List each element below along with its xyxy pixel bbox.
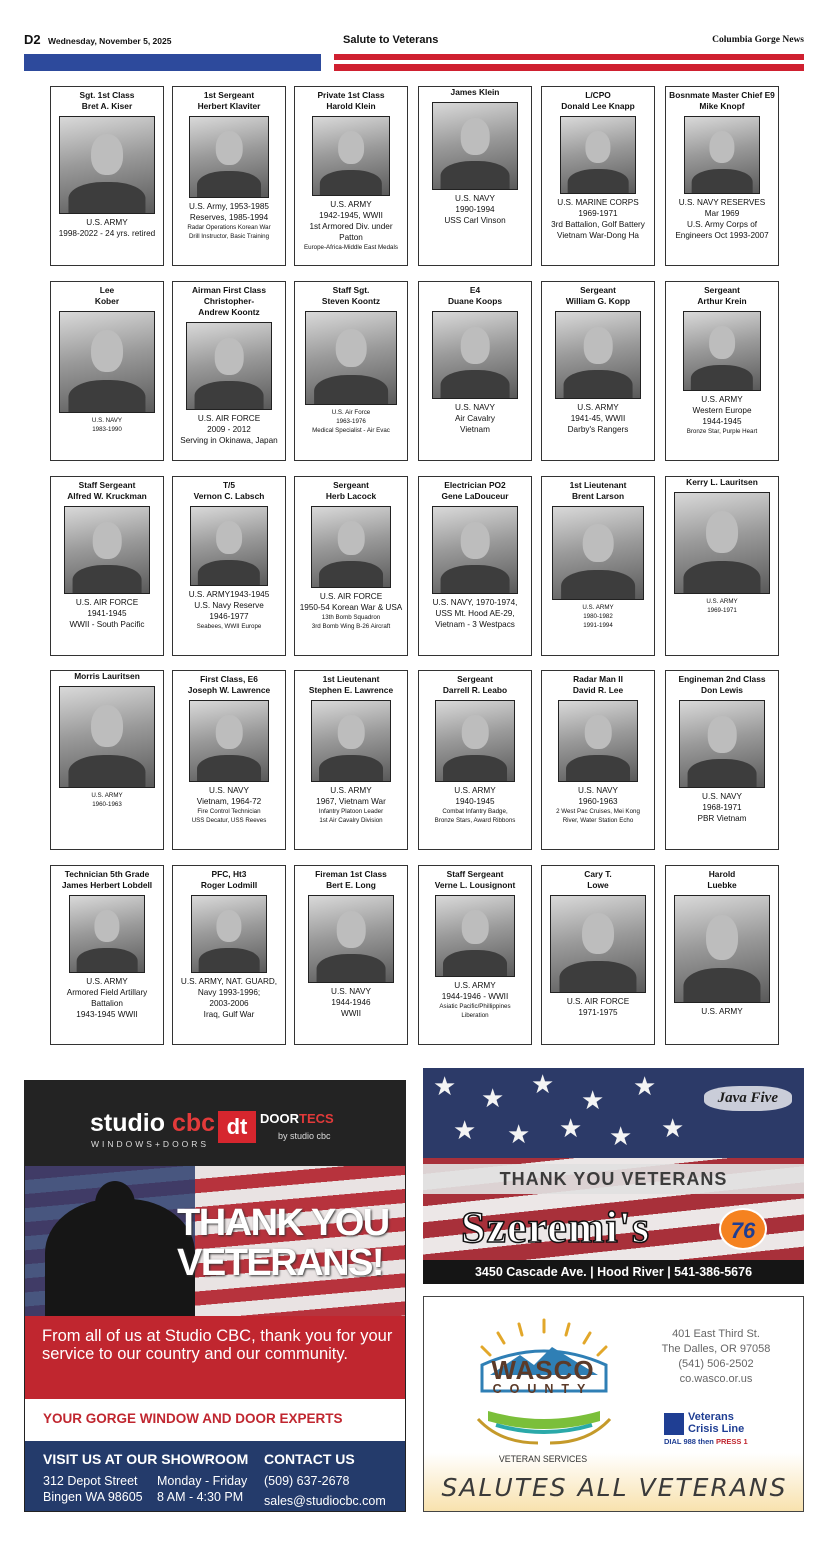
service-note: 1960-1963 [92,801,122,808]
header-red-stripe [334,54,804,60]
veteran-name: David R. Lee [572,685,624,695]
service-line: Vietnam War-Dong Ha [557,231,639,240]
service-line: U.S. NAVY [331,987,371,996]
service-line: U.S. NAVY [455,194,495,203]
service-line: Mar 1969 [704,209,740,218]
veteran-portrait-photo [552,506,644,600]
service-line: 1971-1975 [578,1008,618,1017]
salute-slogan: SALUTES ALL VETERANS [441,1473,788,1502]
veteran-portrait-photo [311,700,391,782]
service-line: U.S. Army Corps of [686,220,758,229]
veteran-rank: Sergeant [580,285,616,295]
service-note: Europe-Africa-Middle East Medals [304,244,398,251]
service-details [542,785,654,825]
veteran-rank: Lee [99,285,115,295]
veteran-rank: 1st Sergeant [203,90,255,100]
veteran-portrait-photo [679,700,765,788]
service-details [51,416,163,434]
veteran-name: Kerry L. Lauritsen [686,477,758,487]
veteran-card [294,476,408,656]
veteran-portrait-photo [555,311,641,399]
service-line: 2003-2006 [209,999,249,1008]
business-address: 3450 Cascade Ave. | Hood River | 541-386-5676 [423,1260,804,1284]
service-note: 1963-1976 [336,418,366,425]
veteran-name: Don Lewis [701,685,743,695]
veteran-name: Arthur Krein [697,296,747,306]
wasco-wordmark: WASCO [491,1355,595,1385]
service-note: Drill Instructor, Basic Training [188,233,270,240]
veteran-portrait-photo [308,895,394,983]
contact-phone: (509) 637-2678 [264,1474,350,1488]
service-details [542,197,654,241]
veteran-rank: L/CPO [585,90,611,100]
service-details [51,976,163,1020]
service-line: U.S. Army, 1953-1985 [189,202,269,211]
veteran-card [541,476,655,656]
service-line: U.S. ARMY [701,395,743,404]
veteran-card [294,865,408,1045]
hours-time: 8 AM - 4:30 PM [157,1490,244,1504]
veteran-card [418,865,532,1045]
service-line: U.S. ARMY [701,1007,743,1016]
veteran-portrait-photo [432,506,518,594]
veteran-rank: Harold [708,869,736,879]
service-line: 1990-1994 [455,205,495,214]
doortecs-logo: DOORTECS [260,1111,334,1126]
saluting-soldier-silhouette [45,1199,195,1319]
veteran-name: Roger Lodmill [200,880,258,890]
service-details [542,603,654,630]
service-line: 1942-1945, WWII [319,211,383,220]
service-details [295,408,407,435]
veteran-name: Brent Larson [571,491,625,501]
veteran-rank: Radar Man II [573,674,623,684]
veteran-card [172,670,286,850]
veteran-rank: Sergeant [457,674,493,684]
service-note: USS Decatur, USS Reeves [191,817,267,824]
service-note: Fire Control Technician [197,808,261,815]
service-line: U.S. AIR FORCE [566,997,630,1006]
service-note: Asiatic Pacific/Phillippines [439,1003,511,1010]
service-line: Darby's Rangers [567,425,629,434]
service-details [295,199,407,252]
service-line: U.S. ARMY [86,218,128,227]
veteran-name: Bert E. Long [326,880,376,890]
veteran-card [172,476,286,656]
veteran-portrait-photo [674,895,770,1003]
veteran-card [665,670,779,850]
service-note: Infantry Platoon Leader [318,808,384,815]
thank-you-banner: THANK YOU VETERANS [423,1164,804,1194]
doortecs-logo-mark: dt [218,1111,256,1143]
service-line: 1944-1945 [702,417,742,426]
service-line: Armored Field Artillary [66,988,148,997]
veteran-name: Kober [94,296,120,306]
showroom-city: Bingen WA 98605 [43,1490,143,1504]
veteran-portrait-photo [435,700,515,782]
veteran-name: Christopher- Andrew Koontz [198,296,260,317]
service-line: PBR Vietnam [697,814,747,823]
service-line: Vietnam - 3 Westpacs [435,620,515,629]
showroom-heading: VISIT US AT OUR SHOWROOM [43,1451,249,1467]
veteran-card [294,86,408,266]
veteran-rank: Bosnmate Master Chief E9 [669,90,775,100]
service-details [419,785,531,825]
service-line: U.S. NAVY [578,786,618,795]
veteran-name: Morris Lauritsen [74,671,140,681]
veteran-name: Duane Koops [448,296,502,306]
service-line: 1946-1977 [209,612,249,621]
service-line: 1967, Vietnam War [316,797,386,806]
contact-email: sales@studiocbc.com [264,1494,386,1508]
veteran-name: Harold Klein [326,101,376,111]
service-note: U.S. NAVY [91,417,123,424]
publication-name: Columbia Gorge News [712,35,804,45]
service-line: Air Cavalry [454,414,496,423]
service-note: Radar Operations Korean War [187,224,271,231]
veteran-name: Joseph W. Lawrence [187,685,271,695]
veteran-portrait-photo [59,116,155,214]
veteran-portrait-photo [189,700,269,782]
ad-headline: THANK YOU VETERANS! [177,1202,389,1284]
service-details [666,394,778,436]
service-note: U.S. ARMY [706,598,738,605]
crisis-line-flag-icon [664,1413,684,1435]
veteran-card [50,86,164,266]
service-note: Bronze Stars, Award Ribbons [434,817,516,824]
service-note: Medical Specialist - Air Evac [312,427,390,434]
service-note: 1991-1994 [583,622,613,629]
veteran-card [50,670,164,850]
service-details [51,791,163,809]
studio-cbc-subtitle: WINDOWS+DOORS [91,1139,210,1149]
service-line: U.S. NAVY, 1970-1974, [432,598,518,607]
veteran-name: Lowe [587,880,609,890]
service-line: U.S. NAVY [455,403,495,412]
service-details [419,980,531,1020]
service-line: USS Mt. Hood AE-29, [435,609,515,618]
service-note: U.S. Air Force [331,409,371,416]
veteran-portrait-photo [550,895,646,993]
veteran-name: Darrell R. Leabo [442,685,508,695]
veteran-name: Verne L. Lousignont [434,880,516,890]
service-details [666,791,778,824]
service-line: U.S. ARMY [454,981,496,990]
veteran-name: Mike Knopf [699,101,745,111]
service-note: 13th Bomb Squadron [321,614,381,621]
service-line: Battalion [91,999,123,1008]
veteran-rank: Airman First Class [191,285,266,295]
service-line: Western Europe [692,406,752,415]
veteran-card [294,281,408,461]
veteran-rank: Sergeant [333,480,369,490]
service-details [173,785,285,825]
veteran-rank: Engineman 2nd Class [678,674,766,684]
veteran-portrait-photo [674,492,770,594]
veterans-crisis-line-logo: Veterans Crisis Line DIAL 988 then PRESS 1 [664,1411,748,1446]
hours-days: Monday - Friday [157,1474,248,1488]
veteran-name: Herb Lacock [325,491,377,501]
service-line: 1st Armored Div. under Patton [309,222,393,242]
service-line: 1944-1946 - WWII [441,992,509,1001]
veteran-rank: Staff Sgt. [332,285,370,295]
service-line: U.S. ARMY [577,403,619,412]
veteran-portrait-photo [312,116,390,196]
service-line: U.S. AIR FORCE [319,592,383,601]
veteran-name: Gene LaDouceur [441,491,509,501]
service-line: 1941-1945 [87,609,127,618]
veteran-portrait-photo [558,700,638,782]
service-line: 1944-1946 [331,998,371,1007]
service-note: 3rd Bomb Wing B-26 Aircraft [311,623,391,630]
veteran-rank: 1st Lieutenant [322,674,380,684]
service-line: WWII - South Pacific [69,620,145,629]
veteran-name: Donald Lee Knapp [561,101,635,111]
veteran-name: William G. Kopp [565,296,631,306]
veteran-name: Herbert Klaviter [197,101,261,111]
service-line: 1960-1963 [578,797,618,806]
veteran-portrait-photo [435,895,515,977]
veteran-portrait-photo [190,506,268,586]
veteran-portrait-photo [69,895,145,973]
veteran-portrait-photo [64,506,150,594]
service-details [419,597,531,630]
service-line: U.S. ARMY [86,977,128,986]
service-line: 3rd Battalion, Golf Battery [551,220,645,229]
service-line: U.S. AIR FORCE [197,414,261,423]
veteran-name: Stephen E. Lawrence [308,685,394,695]
service-note: 1980-1982 [583,613,613,620]
veteran-card [541,865,655,1045]
service-line: Navy 1993-1996; [197,988,261,997]
veteran-portrait-photo [311,506,391,588]
doortecs-byline: by studio cbc [278,1131,331,1141]
veteran-portrait-photo [305,311,397,405]
veteran-card [172,865,286,1045]
service-line: U.S. NAVY [702,792,742,801]
ad-tagline: YOUR GORGE WINDOW AND DOOR EXPERTS [43,1411,343,1426]
veteran-card [665,281,779,461]
service-line: Engineers Oct 1993-2007 [675,231,769,240]
service-line: 1941-45, WWII [570,414,626,423]
veteran-card [418,670,532,850]
veteran-rank: Staff Sergeant [78,480,136,490]
header-blue-bar [24,54,321,71]
veteran-card [50,476,164,656]
service-note: 1969-1971 [707,607,737,614]
header-red-stripe [334,64,804,71]
veteran-card [50,281,164,461]
service-details [542,402,654,435]
service-line: 1943-1945 WWII [76,1010,138,1019]
service-line: Vietnam, 1964-72 [196,797,262,806]
veteran-rank: E4 [469,285,481,295]
java-five-logo: Java Five [704,1086,792,1111]
service-details [173,976,285,1020]
service-line: Vietnam [460,425,490,434]
section-title: Salute to Veterans [343,34,439,46]
service-line: U.S. ARMY [454,786,496,795]
veteran-card [294,670,408,850]
service-line: USS Carl Vinson [444,216,506,225]
service-note: U.S. ARMY [91,792,123,799]
veteran-rank: PFC, Ht3 [211,869,247,879]
veteran-portrait-photo [683,311,761,391]
issue-date: Wednesday, November 5, 2025 [48,36,172,46]
veteran-portrait-photo [186,322,272,410]
veteran-name: Luebke [707,880,737,890]
service-line: 1940-1945 [455,797,495,806]
veteran-rank: Fireman 1st Class [315,869,387,879]
county-wordmark: COUNTY [492,1382,594,1396]
veteran-card [665,476,779,656]
business-name: Szeremi's [461,1203,651,1252]
service-line: U.S. MARINE CORPS [557,198,639,207]
veteran-card [50,865,164,1045]
service-line: U.S. ARMY [330,200,372,209]
wasco-county-ad [423,1296,804,1512]
service-line: U.S. ARMY, NAT. GUARD, [180,977,278,986]
service-line: Serving in Okinawa, Japan [180,436,278,445]
service-note: Combat Infantry Badge, [442,808,508,815]
veteran-portrait-photo [191,895,267,973]
page-header [24,32,804,50]
veteran-card [665,86,779,266]
service-line: U.S. ARMY [330,786,372,795]
veteran-name: James Herbert Lobdell [61,880,153,890]
service-line: 1969-1971 [578,209,618,218]
service-details [419,402,531,435]
veteran-portrait-photo [59,311,155,413]
veteran-name: Bret A. Kiser [81,101,133,111]
service-details [666,1006,778,1017]
veteran-portrait-photo [432,102,518,190]
service-line: Iraq, Gulf War [203,1010,255,1019]
service-details [666,197,778,241]
service-details [666,597,778,615]
veteran-name: Steven Koontz [321,296,381,306]
service-line: 2009 - 2012 [207,425,251,434]
service-line: U.S. NAVY RESERVES [678,198,766,207]
veteran-name: Alfred W. Kruckman [67,491,147,501]
service-line: 1968-1971 [702,803,742,812]
veteran-portrait-photo [59,686,155,788]
veteran-card [418,86,532,266]
veteran-rank: Sgt. 1st Class [79,90,135,100]
service-details [173,589,285,631]
service-details [51,217,163,239]
veteran-portrait-photo [684,116,760,194]
service-details [51,597,163,630]
veteran-rank: Private 1st Class [317,90,385,100]
service-details [173,413,285,446]
service-line: WWII [340,1009,361,1018]
veteran-card [541,86,655,266]
veteran-rank: Sergeant [704,285,740,295]
veteran-card [541,281,655,461]
veteran-rank: Cary T. [584,869,612,879]
service-line: 1950-54 Korean War & USA [299,603,403,612]
service-note: Liberation [461,1012,489,1019]
veteran-name: James Klein [450,87,500,97]
service-details [295,785,407,825]
service-line: U.S. NAVY [209,786,249,795]
department-name: VETERAN SERVICES [498,1454,588,1464]
service-line: U.S. AIR FORCE [75,598,139,607]
service-note: Seabees, WWII Europe [196,623,262,630]
contact-heading: CONTACT US [264,1451,355,1467]
service-note: 2 West Pac Cruises, Mei Kong [556,808,640,815]
service-details [295,591,407,631]
veteran-card [665,865,779,1045]
service-note: Bronze Star, Purple Heart [686,428,758,435]
veteran-card [418,476,532,656]
veteran-card [418,281,532,461]
service-details [295,986,407,1019]
veteran-rank: Staff Sergeant [446,869,504,879]
ad-message: From all of us at Studio CBC, thank you for your service to our country and our community. [42,1327,393,1363]
veteran-card [172,281,286,461]
veteran-portrait-photo [189,116,269,198]
veteran-card [172,86,286,266]
studio-cbc-logo: studio cbc [90,1109,216,1137]
service-line: 1998-2022 - 24 yrs. retired [58,229,156,238]
service-details [419,193,531,226]
service-note: 1st Air Cavalry Division [319,817,383,824]
studio-cbc-ad [24,1080,406,1512]
veteran-name: Vernon C. Labsch [193,491,265,501]
service-details [542,996,654,1018]
veteran-portrait-photo [560,116,636,194]
page-number: D2 [24,32,41,47]
service-note: River, Water Station Echo [562,817,634,824]
veteran-rank: T/5 [222,480,236,490]
service-line: U.S. Navy Reserve [194,601,264,610]
veteran-rank: 1st Lieutenant [569,480,627,490]
wasco-contact-info: 401 East Third St. The Dalles, OR 97058 (541) 506-2502 co.wasco.or.us [661,1328,771,1385]
service-note: U.S. ARMY [582,604,614,611]
service-details [173,201,285,241]
veteran-rank: First Class, E6 [200,674,258,684]
76-logo: 76 [719,1208,767,1250]
service-line: Reserves, 1985-1994 [189,213,269,222]
veteran-rank: Electrician PO2 [444,480,506,490]
veteran-rank: Technician 5th Grade [64,869,150,879]
szeremis-ad [423,1068,804,1284]
veteran-portrait-photo [432,311,518,399]
service-line: U.S. ARMY1943-1945 [188,590,270,599]
showroom-street: 312 Depot Street [43,1474,138,1488]
flag-star-field: ★ ★ ★ ★ ★ ★ ★ ★ ★ ★ [423,1068,804,1158]
veteran-card [541,670,655,850]
service-note: 1983-1990 [92,426,122,433]
